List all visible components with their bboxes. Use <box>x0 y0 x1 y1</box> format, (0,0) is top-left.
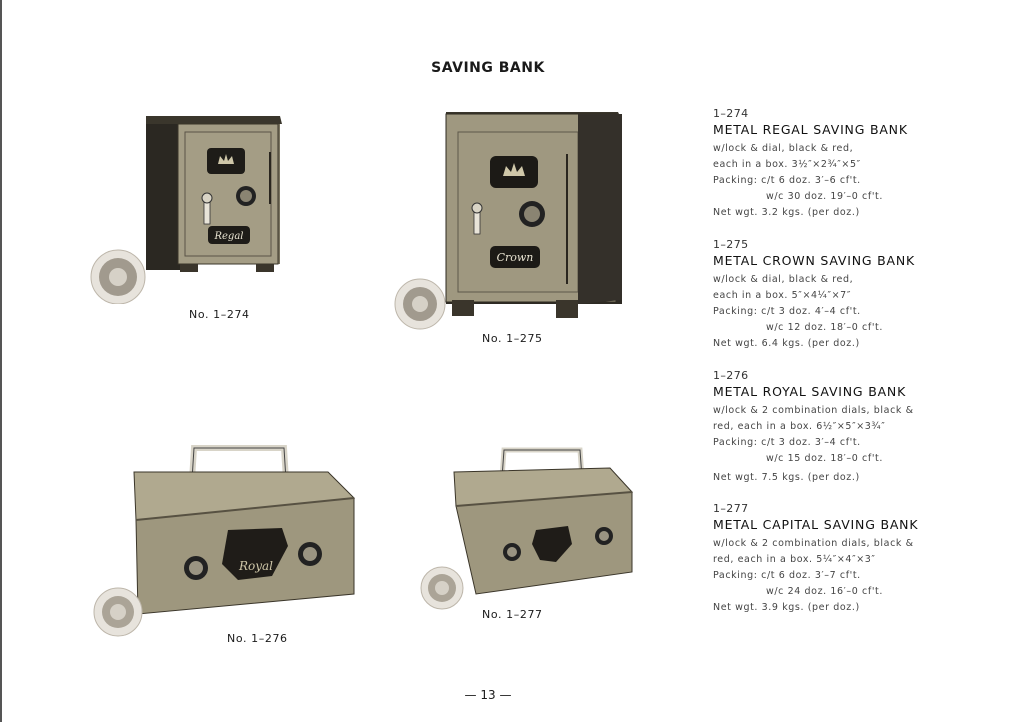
product-number: 1–275 <box>713 238 749 251</box>
product-spec-line: Packing: c/t 3 doz. 4′–4 cf't. <box>713 306 861 317</box>
product-spec-line: w/c 24 doz. 16′–0 cf't. <box>766 586 883 597</box>
caption-1-277: No. 1–277 <box>482 608 543 621</box>
page-edge <box>0 0 2 722</box>
product-name: METAL ROYAL SAVING BANK <box>713 384 907 399</box>
product-spec-line: Net wgt. 7.5 kgs. (per doz.) <box>713 472 860 483</box>
caption-1-276: No. 1–276 <box>227 632 288 645</box>
caption-1-274: No. 1–274 <box>189 308 250 321</box>
product-photo-1-277 <box>420 444 640 614</box>
product-spec-line: red, each in a box. 6½″×5″×3¾″ <box>713 421 886 432</box>
product-spec-line: Net wgt. 3.9 kgs. (per doz.) <box>713 602 860 613</box>
product-photo-1-275 <box>390 104 630 334</box>
product-block-1-277 <box>713 502 933 616</box>
product-name: METAL REGAL SAVING BANK <box>713 122 908 137</box>
product-name: METAL CAPITAL SAVING BANK <box>713 517 919 532</box>
product-spec-line: w/lock & dial, black & red, <box>713 143 854 154</box>
product-spec-line: w/c 12 doz. 18′–0 cf't. <box>766 322 883 333</box>
product-spec-line: w/c 15 doz. 18′–0 cf't. <box>766 453 883 464</box>
page-title: SAVING BANK <box>431 60 545 76</box>
product-spec-line: each in a box. 3½″×2¾″×5″ <box>713 159 861 170</box>
product-block-1-275 <box>713 238 933 352</box>
product-spec-line: red, each in a box. 5¼″×4″×3″ <box>713 554 876 565</box>
product-block-1-274 <box>713 107 933 221</box>
product-spec-line: Packing: c/t 3 doz. 3′–4 cf't. <box>713 437 861 448</box>
product-number: 1–276 <box>713 369 749 382</box>
product-spec-line: w/lock & dial, black & red, <box>713 274 854 285</box>
product-spec-line: Packing: c/t 6 doz. 3′–7 cf't. <box>713 570 861 581</box>
product-number: 1–277 <box>713 502 749 515</box>
product-photo-1-274 <box>86 104 286 304</box>
product-spec-line: Net wgt. 3.2 kgs. (per doz.) <box>713 207 860 218</box>
product-photo-1-276 <box>92 444 360 640</box>
emblem-regal-text: Regal <box>214 231 244 242</box>
product-spec-line: Packing: c/t 6 doz. 3′–6 cf't. <box>713 175 861 186</box>
product-spec-line: w/lock & 2 combination dials, black & <box>713 538 914 549</box>
product-spec-line: each in a box. 5″×4¼″×7″ <box>713 290 851 301</box>
product-spec-line: Net wgt. 6.4 kgs. (per doz.) <box>713 338 860 349</box>
emblem-royal-text: Royal <box>238 559 274 573</box>
product-block-1-276 <box>713 369 933 486</box>
product-spec-line: w/lock & 2 combination dials, black & <box>713 405 914 416</box>
product-number: 1–274 <box>713 107 749 120</box>
product-name: METAL CROWN SAVING BANK <box>713 253 916 268</box>
product-spec-line: w/c 30 doz. 19′–0 cf't. <box>766 191 883 202</box>
caption-1-275: No. 1–275 <box>482 332 543 345</box>
page-number: — 13 — <box>464 688 512 702</box>
emblem-crown-text: Crown <box>496 251 534 264</box>
